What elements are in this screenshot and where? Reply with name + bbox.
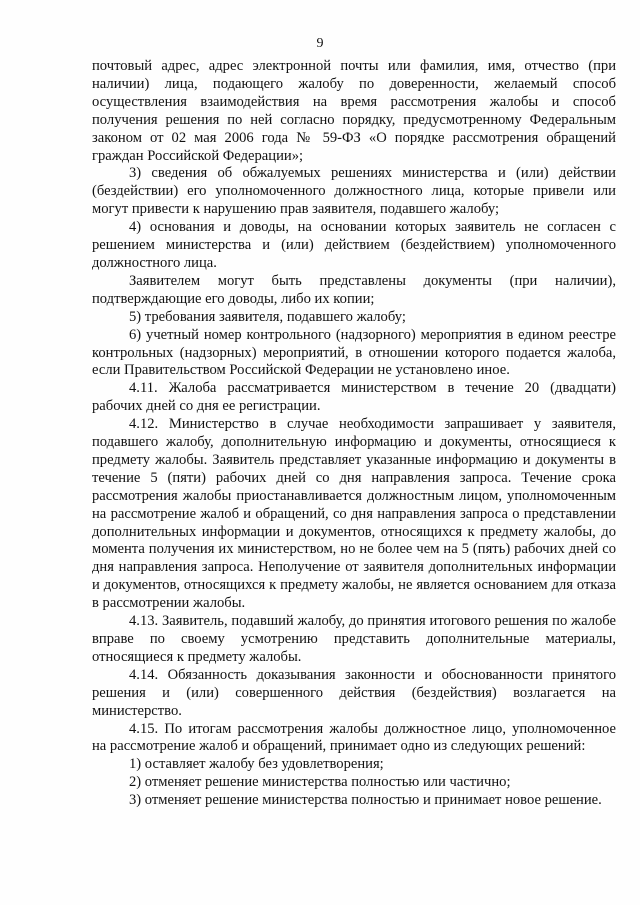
document-body <box>92 58 616 810</box>
page-number: 9 <box>316 36 324 51</box>
paragraph-item-5-requirements: 5) требования заявителя, подавшего жалобу; <box>129 308 406 325</box>
paragraph-4-14: 4.14. Обязанность доказывания законности и обоснованности принятого решения и (или) совершенного действия (бездействия) возлагается на министерство. <box>92 666 616 719</box>
paragraph-decision-2: 2) отменяет решение министерства полностью или частично; <box>129 774 511 791</box>
paragraph-supporting-documents: Заявителем могут быть представлены документы (при наличии), подтверждающие его доводы, либо их копии; <box>92 272 616 307</box>
paragraph-decision-3: 3) отменяет решение министерства полностью и принимает новое решение. <box>129 792 602 809</box>
paragraph-item-4-grounds: 4) основания и доводы, на основании которых заявитель не согласен с решением министерства и (или) действием (бездействием) уполномоченного должностного лица. <box>92 219 616 271</box>
paragraph-4-11: 4.11. Жалоба рассматривается министерством в течение 20 (двадцати) рабочих дней со дня ее регистрации. <box>92 380 616 415</box>
paragraph-4-15: 4.15. По итогам рассмотрения жалобы должностное лицо, уполномоченное на рассмотрение жалоб и обращений, принимает одно из следующих решений: <box>92 720 616 755</box>
paragraph-applicant-contact: почтовый адрес, адрес электронной почты или фамилия, имя, отчество (при наличии) лица, подающего жалобу по доверенности, желаемый способ осуществления взаимодействия на время рассмотрения жалобы и способ получения решения по ней согласно порядку, предусмотренному Федеральным законом от 02 мая 2006 года № 59-ФЗ «О порядке рассмотрения обращений граждан Российской Федерации»; <box>92 58 616 164</box>
paragraph-decision-1: 1) оставляет жалобу без удовлетворения; <box>129 756 384 773</box>
paragraph-item-3-appealed-decisions: 3) сведения об обжалуемых решениях министерства и (или) действии (бездействии) его уполномоченного должностного лица, которые привели или могут привести к нарушению прав заявителя, подавшего жалобу; <box>92 165 616 218</box>
paragraph-4-12: 4.12. Министерство в случае необходимости запрашивает у заявителя, подавшего жалобу, дополнительную информацию и документы, относящиеся к предмету жалобы. Заявитель представляет указанные информацию и документы в течение 5 (пяти) рабочих дней со дня направления запроса. Течение срока рассмотрения жалобы приостанавливается должностным лицом, уполномоченным на рассмотрение жалоб и обращений, со дня направления запроса о представлении дополнительных информации и документов, относящихся к предмету жалобы, до момента получения их министерством, но не более чем на 5 (пять) рабочих дней со дня направления запроса. Неполучение от заявителя дополнительных информации и документов, относящихся к предмету жалобы, не является основанием для отказа в рассмотрении жалобы. <box>92 416 616 612</box>
paragraph-4-13: 4.13. Заявитель, подавший жалобу, до принятия итогового решения по жалобе вправе по своему усмотрению представить дополнительные материалы, относящиеся к предмету жалобы. <box>92 613 616 665</box>
paragraph-item-6-registry-number: 6) учетный номер контрольного (надзорного) мероприятия в едином реестре контрольных (надзорных) мероприятий, в отношении которого подается жалоба, если Правительством Российской Федерации не установлено иное. <box>92 326 616 379</box>
